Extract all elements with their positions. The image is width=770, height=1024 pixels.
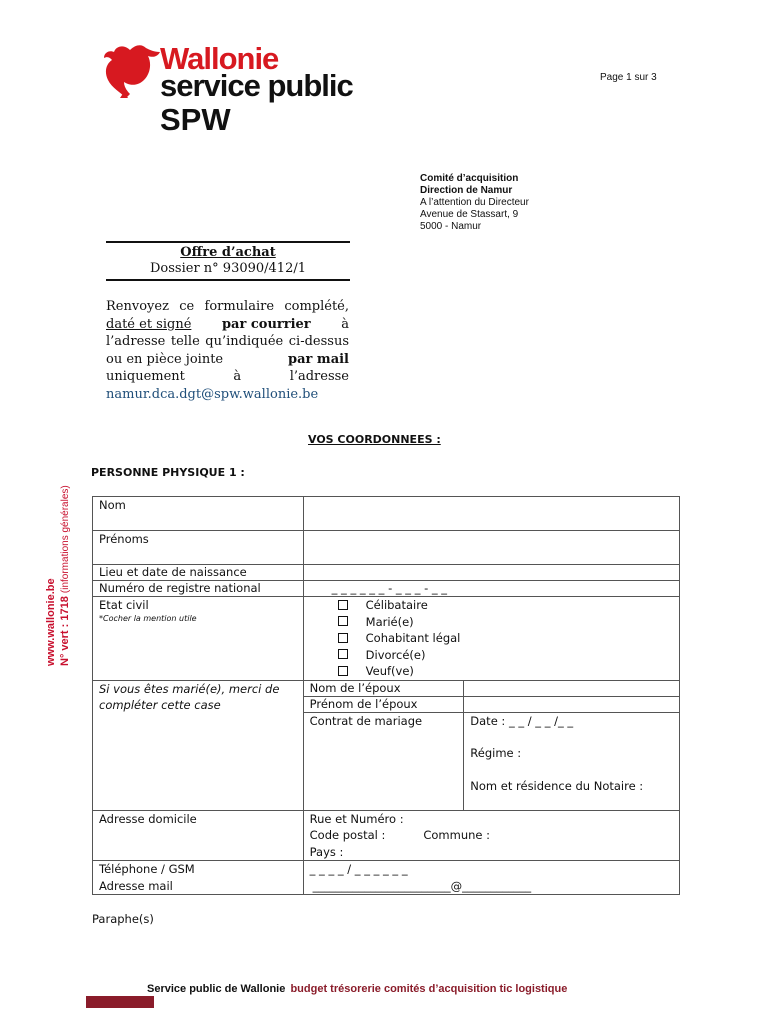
nom-label: Nom [99,498,126,512]
paraphe-label: Paraphe(s) [92,912,154,926]
option-label: Divorcé(e) [365,647,426,662]
prenom-epoux-input[interactable] [464,696,680,712]
label-cell [93,497,304,531]
lieu-date-input[interactable] [303,565,679,581]
email-mask: ________________________@____________ [312,878,532,893]
address-block [420,173,529,233]
label-cell [93,597,304,681]
instr-text: par courrier [221,316,311,332]
address-line: Direction de Namur [420,185,513,196]
table-row [93,861,680,895]
contrat-label: Contrat de mariage [309,713,423,728]
table-row [93,497,680,531]
spw-logo [100,40,370,135]
table-row [93,597,680,681]
option-label: Cohabitant légal [365,631,461,645]
pays-field: Pays : [309,844,344,859]
commune-field: Commune : [423,828,491,842]
email-link[interactable]: namur.dca.dgt@spw.wallonie.be [106,386,319,402]
footer-services: budget trésorerie comités d’acquisition tic logistique [290,983,568,995]
instructions [106,298,349,403]
option-marie[interactable] [338,614,673,631]
prenoms-label: Prénoms [99,532,149,546]
rooster-icon [100,42,162,100]
date-field: Date : _ _ / _ _ /_ _ [470,713,574,728]
instr-line [106,316,349,334]
label-cell [93,531,304,565]
nom-input[interactable] [303,497,679,531]
tel-mask: _ _ _ _ / _ _ _ _ _ _ [309,862,408,876]
offer-header [106,241,350,281]
instr-text: à [233,369,242,384]
option-label: Célibataire [365,598,428,612]
instr-text: uniquement [106,369,185,384]
instr-line [106,351,349,369]
registre-input[interactable] [303,581,679,597]
label-cell [303,712,464,810]
instr-text: à [341,316,349,332]
label-cell [93,565,304,581]
contrat-details[interactable] [464,712,680,810]
table-row [93,680,680,696]
option-veuf[interactable] [338,663,673,680]
etat-civil-options [303,597,679,681]
instr-text: l’adresse [289,369,349,384]
address-line: Comité d’acquisition [420,173,519,184]
label-cell [93,810,304,861]
label-cell [303,680,464,696]
adresse-input[interactable] [303,810,679,861]
prenom-epoux-label: Prénom de l’époux [309,696,418,711]
instr-line: l’adresse telle qu’indiquée ci-dessus [106,334,349,349]
code-postal-field: Code postal : [309,828,386,842]
telephone-label: Téléphone / GSM [99,862,195,876]
logo-wallonie: Wallonie [160,41,279,76]
dossier-number: Dossier n° 93090/412/1 [150,261,306,276]
option-label: Veuf(ve) [365,664,414,678]
registre-mask: _ _ _ _ _ _ - _ _ _ - _ _ [331,581,448,595]
side-contact [44,485,73,666]
option-cohabitant[interactable] [338,630,673,647]
phone-line [58,485,73,666]
section-title: VOS COORDONNEES : [308,433,441,446]
prenoms-input[interactable] [303,531,679,565]
instr-line [106,368,349,386]
page-indicator: Page 1 sur 3 [600,72,657,83]
label-cell [93,581,304,597]
checkbox[interactable] [338,616,348,626]
footer-bar [86,996,154,1008]
table-row [93,565,680,581]
option-divorce[interactable] [338,647,673,664]
instr-line: Renvoyez ce formulaire complété, [106,299,349,314]
contact-input[interactable] [303,861,679,895]
notaire-field: Nom et résidence du Notaire : [470,778,644,793]
checkbox[interactable] [338,666,348,676]
logo-service-public: service public [160,68,353,103]
instr-text: daté et signé [106,316,192,332]
marie-note-cell [93,680,304,810]
rue-field: Rue et Numéro : [309,811,404,826]
address-line: Avenue de Stassart, 9 [420,209,519,220]
table-row [93,531,680,565]
option-label: Marié(e) [365,614,414,629]
option-celibataire[interactable] [338,597,673,614]
personal-info-table [92,496,680,895]
instr-text: par mail [288,351,349,367]
registre-label: Numéro de registre national [99,581,261,595]
checkbox[interactable] [338,633,348,643]
green-number: N° vert : 1718 [59,596,71,666]
checkbox[interactable] [338,600,348,610]
info-note: (informations générales) [60,485,71,594]
address-line: 5000 - Namur [420,221,482,232]
website-url: www.wallonie.be [45,578,57,666]
instr-text: ou en pièce jointe [106,351,224,367]
subsection-title: PERSONNE PHYSIQUE 1 : [91,466,245,479]
table-row [93,810,680,861]
regime-field: Régime : [470,746,522,760]
lieu-date-label: Lieu et date de naissance [99,565,247,579]
email-label: Adresse mail [99,878,173,893]
checkbox[interactable] [338,649,348,659]
nom-epoux-label: Nom de l’époux [309,680,401,695]
address-line: A l’attention du Directeur [420,197,529,208]
postal-line [310,827,673,844]
label-cell [303,696,464,712]
footer [147,977,567,996]
logo-spw: SPW [160,102,231,137]
nom-epoux-input[interactable] [464,680,680,696]
table-row [93,581,680,597]
cocher-note: *Cocher la mention utile [99,613,197,623]
label-cell [93,861,304,895]
footer-org: Service public de Wallonie [147,983,286,995]
adresse-label: Adresse domicile [99,811,197,826]
marie-note: Si vous êtes marié(e), merci de compléter cette case [99,681,280,712]
offer-title: Offre d’achat [180,245,276,260]
etat-civil-label: Etat civil [99,598,149,612]
